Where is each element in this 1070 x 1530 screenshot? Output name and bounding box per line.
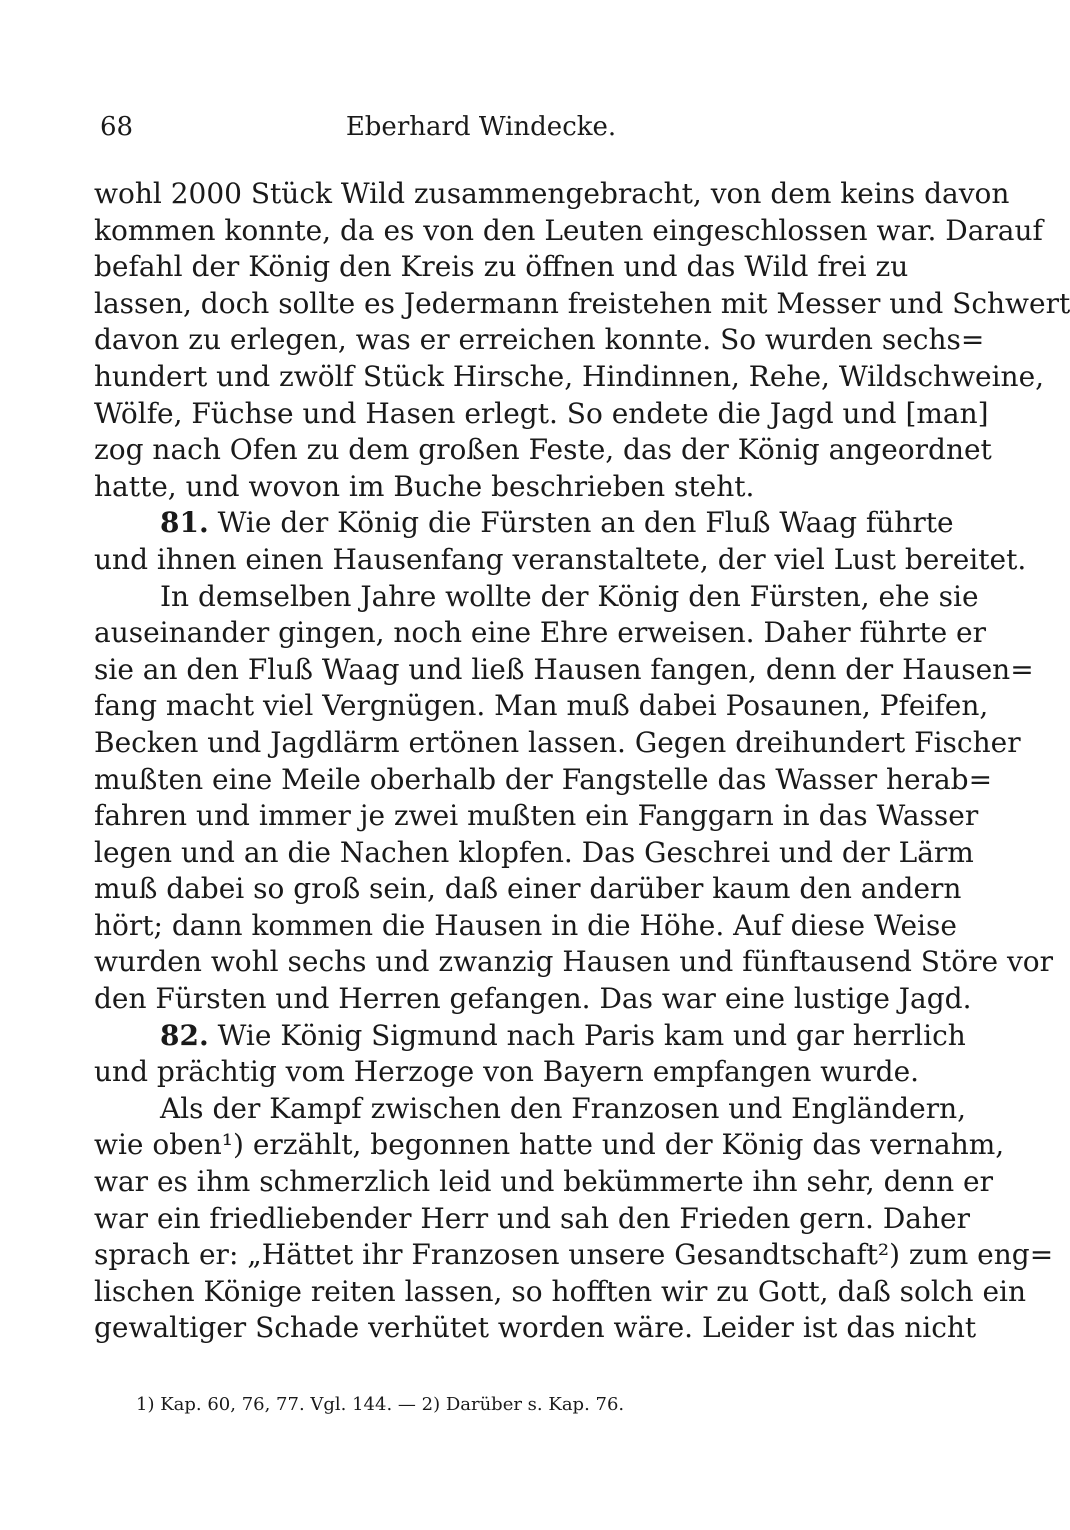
text-line: hatte, und wovon im Buche beschrieben steht. (94, 469, 755, 503)
text-line: legen und an die Nachen klopfen. Das Geschrei und der Lärm (94, 835, 974, 869)
text-line: mußten eine Meile oberhalb der Fangstelle das Wasser herab= (94, 762, 993, 796)
section-number: 81. (160, 506, 209, 540)
footnotes: 1) Kap. 60, 76, 77. Vgl. 144. — 2) Darüber s. Kap. 76. (136, 1394, 625, 1415)
text-line: hundert und zwölf Stück Hirsche, Hindinnen, Rehe, Wildschweine, (94, 359, 1045, 393)
text-line: lassen, doch sollte es Jedermann freistehen mit Messer und Schwert (94, 286, 1070, 320)
text-line: den Fürsten und Herren gefangen. Das war eine lustige Jagd. (94, 982, 972, 1016)
text-line: gewaltiger Schade verhütet worden wäre. Leider ist das nicht (94, 1311, 977, 1345)
running-title: Eberhard Windecke. (345, 112, 617, 142)
text-line: auseinander gingen, noch eine Ehre erweisen. Daher führte er (94, 616, 987, 650)
text-line: Als der Kampf zwischen den Franzosen und Engländern, (160, 1091, 967, 1125)
text-line: fang macht viel Vergnügen. Man muß dabei Posaunen, Pfeifen, (94, 689, 989, 723)
text-line: wie oben¹) erzählt, begonnen hatte und der König das vernahm, (94, 1128, 1005, 1162)
page-header (100, 112, 862, 152)
text-line: Becken und Jagdlärm ertönen lassen. Gegen dreihundert Fischer (94, 725, 1021, 759)
text-line: lischen Könige reiten lassen, so hofften wir zu Gott, daß solch ein (94, 1274, 1027, 1308)
text-line: war ein friedliebender Herr und sah den Frieden gern. Daher (94, 1201, 970, 1235)
text-line: kommen konnte, da es von den Leuten eingeschlossen war. Darauf (94, 213, 1043, 247)
text-line: In demselben Jahre wollte der König den Fürsten, ehe sie (160, 579, 979, 613)
text-line: fahren und immer je zwei mußten ein Fanggarn in das Wasser (94, 799, 979, 833)
page-number: 68 (100, 112, 134, 142)
text-line: sie an den Fluß Waag und ließ Hausen fangen, denn der Hausen= (94, 652, 1034, 686)
section-heading-81 (94, 505, 954, 542)
text-line: zog nach Ofen zu dem großen Feste, das der König angeordnet (94, 433, 992, 467)
text-line: wohl 2000 Stück Wild zusammengebracht, von dem keins davon (94, 177, 1010, 210)
text-line: befahl der König den Kreis zu öffnen und das Wild frei zu (94, 250, 909, 284)
text-line: war es ihm schmerzlich leid und bekümmerte ihn sehr, denn er (94, 1165, 993, 1199)
text-line: davon zu erlegen, was er erreichen konnte. So wurden sechs= (94, 323, 985, 357)
text-line: Wölfe, Füchse und Hasen erlegt. So endete die Jagd und [man] (94, 396, 989, 430)
text-line: hört; dann kommen die Hausen in die Höhe. Auf diese Weise (94, 908, 957, 942)
text-line: wurden wohl sechs und zwanzig Hausen und fünftausend Störe vor (94, 945, 1053, 979)
text-line: muß dabei so groß sein, daß einer darüber kaum den andern (94, 872, 962, 906)
section-number: 82. (160, 1018, 209, 1052)
text-line: und ihnen einen Hausenfang veranstaltete, der viel Lust bereitet. (94, 542, 1027, 576)
section-heading-82 (94, 1018, 966, 1055)
text-line: und prächtig vom Herzoge von Bayern empfangen wurde. (94, 1055, 920, 1089)
text-line: sprach er: „Hättet ihr Franzosen unsere Gesandtschaft²) zum eng= (94, 1238, 1054, 1272)
section-title: Wie König Sigmund nach Paris kam und gar herrlich (217, 1018, 966, 1052)
body-text (94, 176, 1070, 1347)
section-title: Wie der König die Fürsten an den Fluß Waag führte (217, 506, 954, 540)
